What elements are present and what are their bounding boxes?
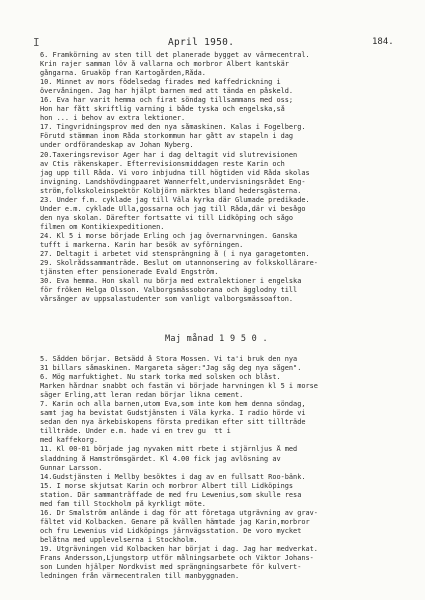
diary-line: den nya skolan. Därefter fortsatte vi till Lidköping och sågo <box>40 213 294 222</box>
diary-line: för fröken Helga Olsson. Valborgsmässoborana och ägglodny till <box>40 286 298 295</box>
diary-line: invigning. Landshövdingpaaret Wannerfelt,undervisningsrådet Eng- <box>40 177 306 186</box>
diary-line: sladdning å Hamströmsgärdet. Kl 4.00 fick jag avlösning av <box>40 454 281 463</box>
diary-line: 24. Kl 5 i morse började Erling och jag övernarvningen. Ganska <box>40 231 298 240</box>
page-number: 184. <box>372 37 394 47</box>
diary-line: 17. Tingvridningsprov med den nya såmaskinen. Kalas i Fogelberg. <box>40 123 306 132</box>
diary-line: fältet vid Kolbacken. Genare på kvällen hämtade jag Karin,morbror <box>40 517 310 526</box>
diary-line: 15. I morse skjutsat Karin och morbror Albert till Lidköpings <box>40 481 294 490</box>
diary-line: 19. Utgrävningen vid Kolbacken har börjat i dag. Jag har medverkat. <box>40 544 318 553</box>
diary-line: jag upp till Råda. Vi voro inbjudna till högtiden vid Råda skolas <box>40 168 310 177</box>
diary-line: sedan den nya ärkebiskopens första predikan efter sitt tillträde <box>40 418 306 427</box>
page-title: April 1950. <box>168 37 235 48</box>
diary-line: säger Erling,att leran redan börjar likna cement. <box>40 391 244 400</box>
diary-line: vårsånger av uppsalastudenter som vanligt valborgsmässoafton. <box>40 295 294 304</box>
diary-line: 29. Skolrådssammanträde. Beslut om utannonsering av folkskollärare- <box>40 259 318 268</box>
diary-line: son Lunden hjälper Nordkvist med sprängningsarbete för kulvert- <box>40 563 302 572</box>
diary-line: hon ... i behov av extra lektioner. <box>40 114 186 123</box>
diary-line: Hon har fått skriftlig varning i både tyska och engelska,så <box>40 105 285 114</box>
diary-line: belåtna med upplevelserna i Stockholm. <box>40 535 198 544</box>
diary-line: gångarna. Gruaköp fran Kartogården,Råda. <box>40 69 206 78</box>
diary-line: under ordförandeskap av Johan Nyberg. <box>40 141 194 150</box>
diary-line: med fam till Stockholm på kyrkligt möte. <box>40 499 206 508</box>
diary-line: filmen om Kontikiexpeditionen. <box>40 222 165 231</box>
diary-line: Frans Andersson,Ljungstorp utför målningsarbete och Viktor Johans- <box>40 554 314 563</box>
diary-line: Krin rajer samman löv å vallarna och morbror Albert kantskär <box>40 60 289 69</box>
april-entries <box>40 51 410 304</box>
diary-line: övervåningen. Jag har hjälpt barnen med att tända en påskeld. <box>40 87 294 96</box>
diary-line: 5. Sådden börjar. Betsädd å Stora Mossen. Vi ta'i bruk den nya <box>40 355 298 363</box>
diary-line: 23. Under f.m. cyklade jag till Väla kyrka där Glumade predikade. <box>40 195 310 204</box>
diary-line: 7. Karin och alla barnen,utom Eva,som inte kom hem denna söndag, <box>40 400 306 409</box>
diary-line: 20.Taxeringsrevisor Ager har i dag deltagit vid slutrevisionen <box>40 150 298 159</box>
diary-line: 11. Kl 00-01 började jag nyvaken mitt rbete i stjärnljus Å med <box>40 445 298 454</box>
diary-line: Marken hårdnar snabbt och fastän vi började harvningen kl 5 i morse <box>40 382 318 391</box>
diary-line: Gunnar Larsson. <box>40 463 103 472</box>
diary-line: tufft i markerna. Karin har besök av syförningen. <box>40 240 244 249</box>
diary-line: 16. Eva har varit hemma och firat söndag tillsammans med oss; <box>40 96 294 105</box>
diary-line: ledningen från värmecentralen till manbyggnaden. <box>40 572 240 581</box>
diary-line: Förutd stämman inom Råda storkommun har gått av stapeln i dag <box>40 132 294 141</box>
diary-line: 30. Eva hemma. Hon skall nu börja med extralektioner i engelska <box>40 277 302 286</box>
may-entries <box>40 355 410 581</box>
diary-line: 10. Minnet av mors födelsedag firades med kaffedrickning i <box>40 78 281 87</box>
diary-line: 6. Mög marfuktighet. Nu stark torka med solsken och blåst. <box>40 373 281 382</box>
diary-line: 14.Gudstjänsten i Mellby besöktes i dag av en fullsatt Roo-bänk. <box>40 472 306 481</box>
diary-line: ström,folkskoleinspektör Kolbjörn märktes bland hedersgästerna. <box>40 186 302 195</box>
diary-line: tjänsten efter pensionerade Evald Engström. <box>40 268 219 277</box>
diary-line: av Ctis räkenskaper. Efterrevisionsmiddagen reste Karin och <box>40 159 285 168</box>
diary-line: station. Där sammanträffade de med fru Lewenius,som skulle resa <box>40 490 302 499</box>
diary-line: och fru Lewenius vid Lidköpings järnvägsstation. De voro mycket <box>40 526 302 535</box>
diary-line: samt jag ha bevistat Gudstjänsten i Väla kyrka. I radio hörde vi <box>40 409 306 418</box>
diary-line: 6. Framkörning av sten till det planerade bygget av värmecentral. <box>40 51 310 59</box>
diary-line: Under e.m. cyklade Ulla,gossarna och jag till Råda,där vi besågo <box>40 204 306 213</box>
diary-line: 31 billars såmaskinen. Margareta säger:"Jag såg deg nya sågen". <box>40 364 302 373</box>
month-heading: Maj månad 1 9 5 0 . <box>165 334 268 344</box>
corner-mark: I <box>33 36 40 49</box>
diary-line: 27. Deltagit i arbetet vid stensprängning å ( i nya garagetomten. <box>40 250 310 259</box>
diary-line: 16. Dr Smalström anlände i dag för att företaga utgrävning av grav- <box>40 508 318 517</box>
diary-line: med kaffekorg. <box>40 436 99 445</box>
diary-line: tillträde. Under e.m. hade vi en trev gu tt i <box>40 427 231 436</box>
